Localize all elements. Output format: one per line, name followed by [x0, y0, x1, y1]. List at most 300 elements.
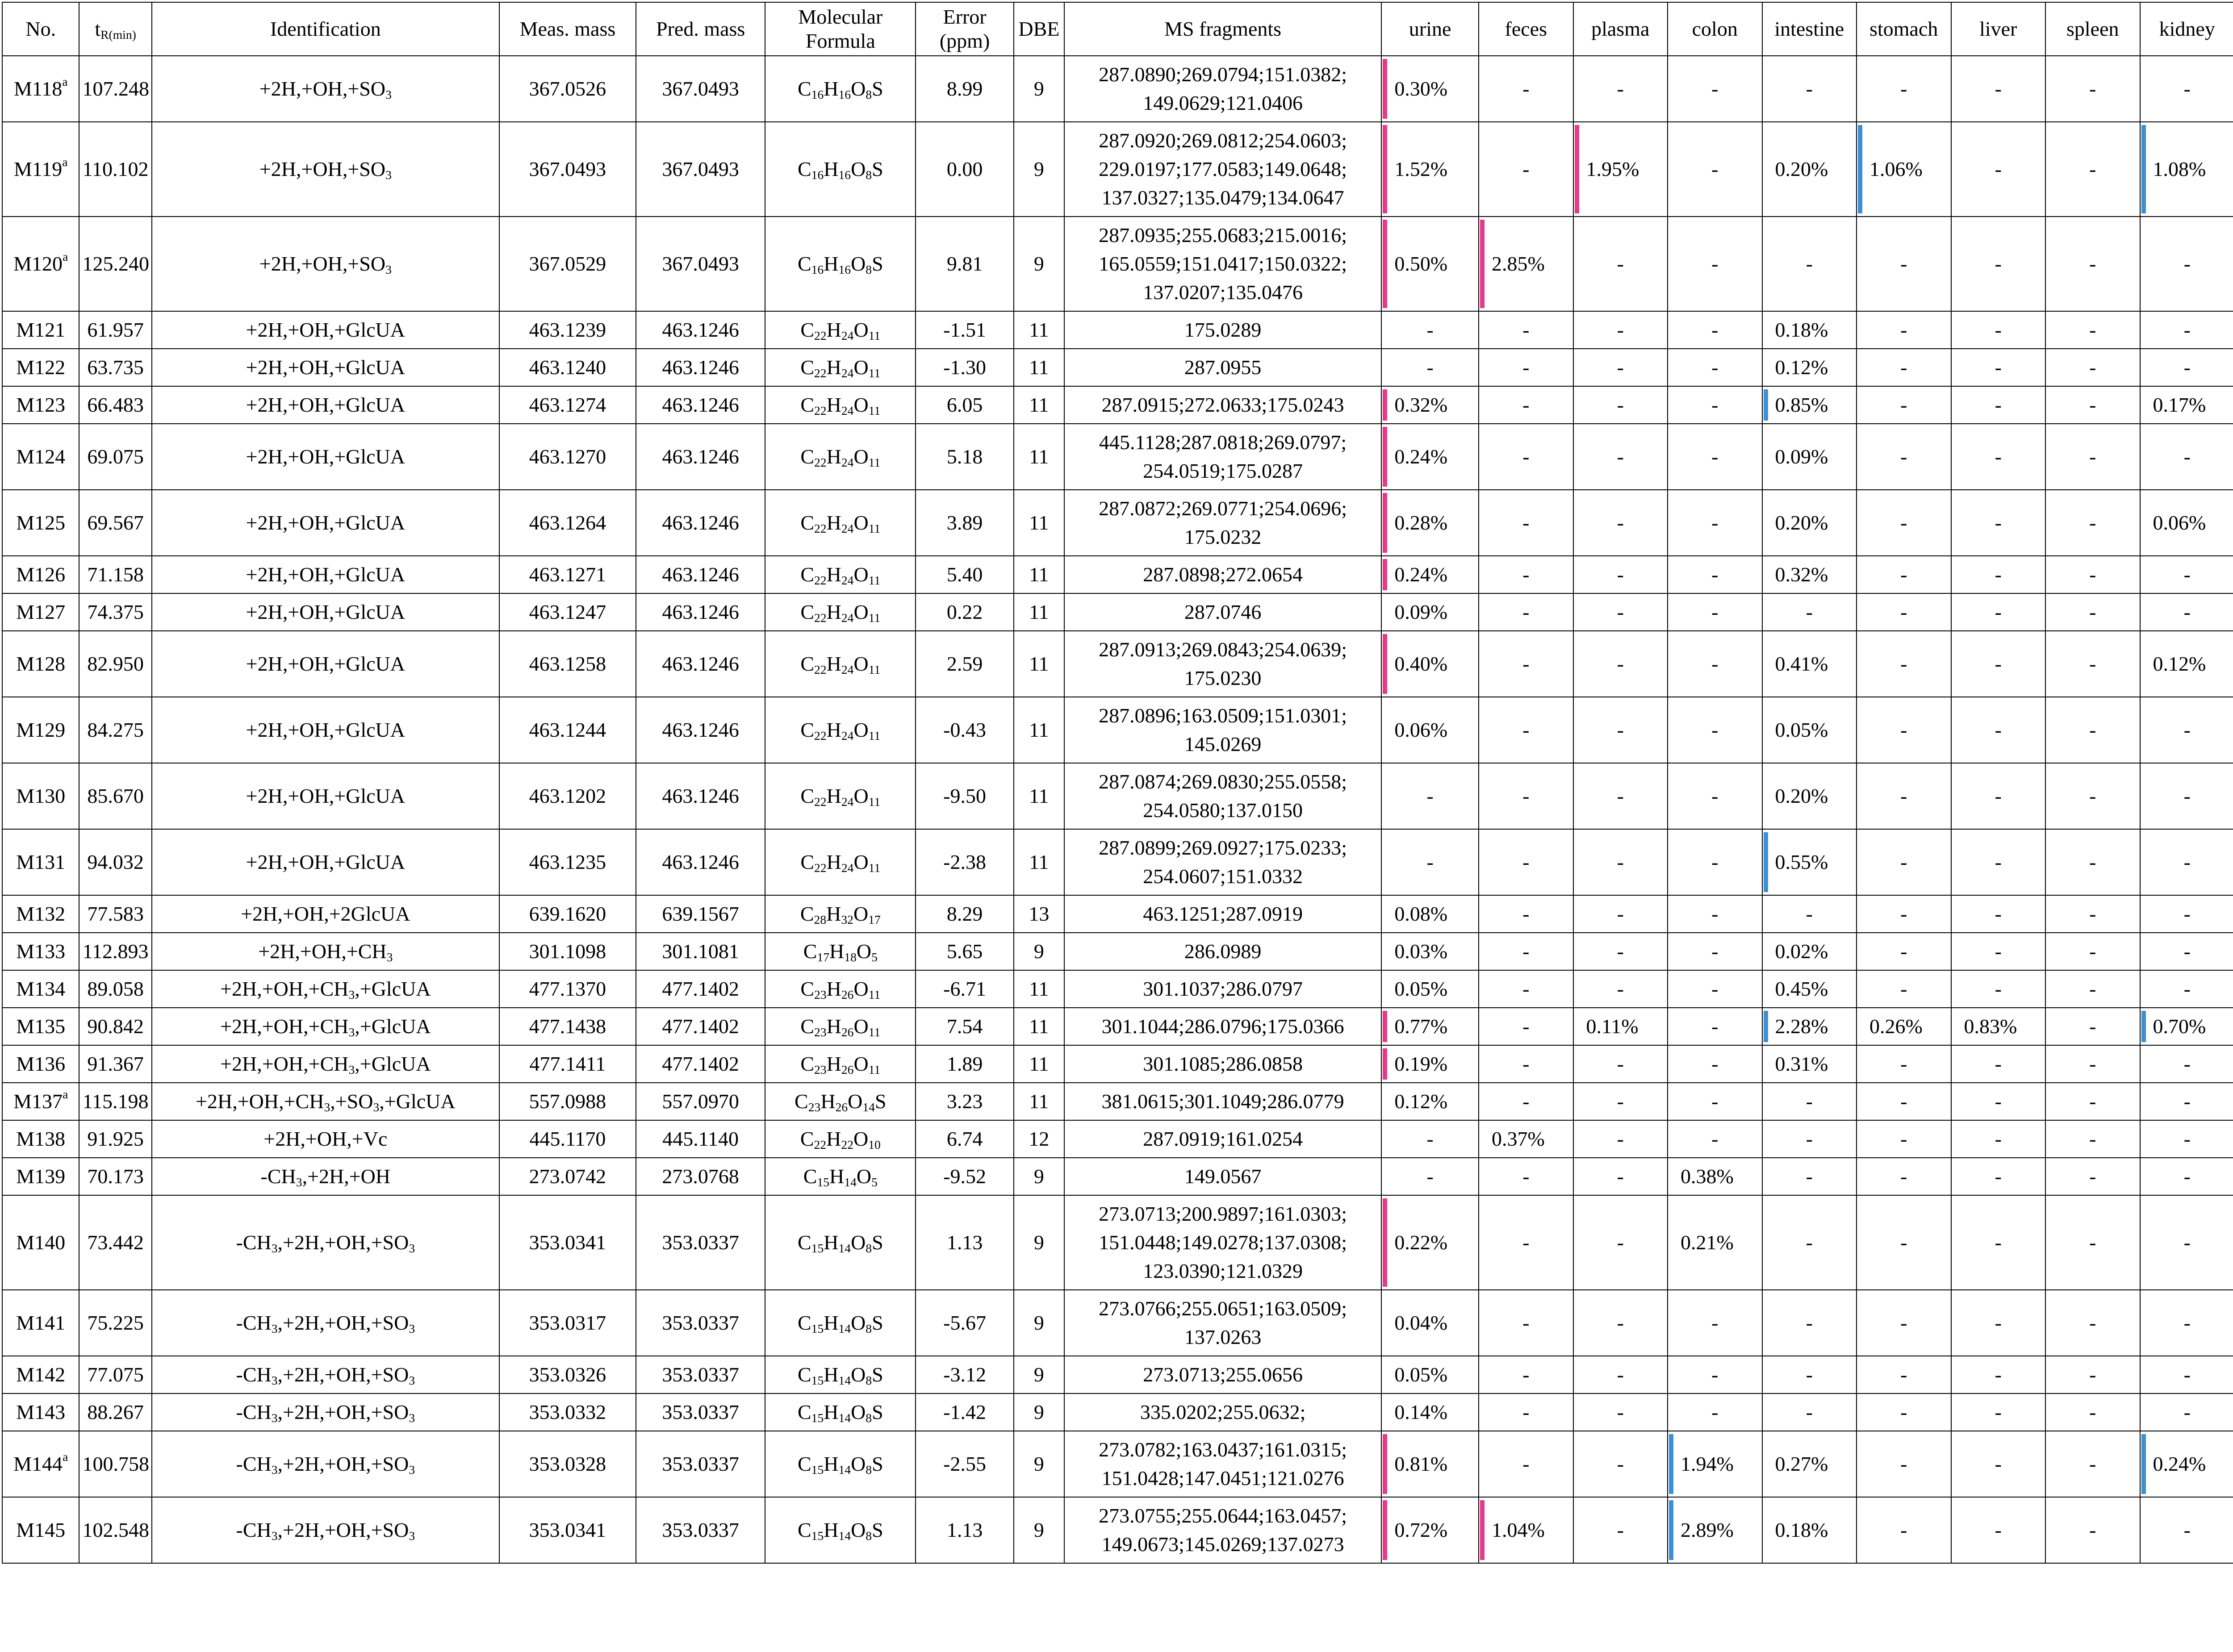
cell-intestine [1762, 933, 1857, 970]
empty-mark: - [1995, 851, 2002, 873]
cell-pred-mass: 367.0493 [636, 122, 765, 217]
empty-mark: - [2089, 1015, 2096, 1038]
abundance-value: 0.81% [1394, 1452, 1448, 1475]
header-meas: Meas. mass [499, 2, 636, 56]
header-spleen: spleen [2045, 2, 2140, 56]
empty-mark: - [1711, 158, 1719, 180]
cell-formula: $C_{15}H_{14}O_8S$ [765, 1290, 916, 1356]
empty-mark: - [1900, 1363, 1907, 1386]
cell-ms-fragments [1064, 1393, 1381, 1431]
abundance-value: 0.83% [1964, 1015, 2017, 1038]
table-row [2, 424, 2233, 490]
cell-liver [1951, 697, 2046, 763]
cell-meas-mass: 639.1620 [499, 895, 636, 933]
cell-ms-fragments [1064, 1290, 1381, 1356]
empty-mark: - [2183, 1127, 2191, 1150]
abundance-value: 1.04% [1492, 1519, 1545, 1541]
cell-formula: $C_{22}H_{24}O_{11}$ [765, 311, 916, 349]
empty-mark: - [1900, 1401, 1907, 1423]
cell-intestine [1762, 1158, 1857, 1195]
cell-formula: $C_{15}H_{14}O_8S$ [765, 1356, 916, 1393]
abundance-value: 0.05% [1775, 718, 1828, 741]
cell-kidney [2140, 217, 2233, 311]
abundance-value: 1.06% [1869, 158, 1923, 180]
header-ident: Identification [152, 2, 499, 56]
cell-identification: +2H,+OH,+GlcUA [152, 763, 499, 829]
empty-mark: - [1900, 318, 1907, 341]
empty-mark: - [1900, 1127, 1907, 1150]
empty-mark: - [1995, 1231, 2002, 1254]
empty-mark: - [2183, 718, 2191, 741]
abundance-value: 0.06% [2153, 511, 2206, 534]
cell-tr: 90.842 [79, 1008, 151, 1045]
cell-meas-mass: 463.1202 [499, 763, 636, 829]
cell-colon [1668, 895, 1762, 933]
empty-mark: - [1617, 1311, 1624, 1334]
cell-error: 0.22 [916, 593, 1014, 631]
cell-pred-mass: 353.0337 [636, 1431, 765, 1497]
cell-meas-mass: 353.0341 [499, 1497, 636, 1563]
empty-mark: - [2183, 445, 2191, 468]
table-row [2, 311, 2233, 349]
cell-kidney [2140, 593, 2233, 631]
header-frag: MS fragments [1064, 2, 1381, 56]
fragment-line: 165.0559;151.0417;150.0322; [1099, 252, 1347, 275]
fragment-line: 287.0919;161.0254 [1143, 1127, 1303, 1150]
empty-mark: - [1522, 563, 1530, 586]
empty-mark: - [1711, 393, 1719, 416]
cell-formula: $C_{22}H_{24}O_{11}$ [765, 631, 916, 697]
header-plasma: plasma [1573, 2, 1668, 56]
cell-plasma [1573, 122, 1668, 217]
abundance-value: 0.18% [1775, 318, 1828, 341]
empty-mark: - [1426, 1165, 1434, 1188]
cell-pred-mass: 367.0493 [636, 56, 765, 122]
cell-liver [1951, 1393, 2046, 1431]
table-row [2, 349, 2233, 386]
abundance-value: 0.22% [1394, 1231, 1448, 1254]
empty-mark: - [1522, 601, 1530, 623]
empty-mark: - [1900, 601, 1907, 623]
cell-error: 3.89 [916, 490, 1014, 556]
abundance-bar [2141, 1434, 2146, 1494]
empty-mark: - [1900, 718, 1907, 741]
empty-mark: - [1711, 356, 1719, 379]
cell-intestine [1762, 1083, 1857, 1120]
table-header [2, 2, 2233, 56]
cell-identification: $-CH_3,+2H,+OH,+SO_3$ [152, 1356, 499, 1393]
empty-mark: - [1617, 784, 1624, 807]
cell-error: 7.54 [916, 1008, 1014, 1045]
cell-liver [1951, 1120, 2046, 1158]
cell-stomach [1857, 1356, 1951, 1393]
fragment-line: 254.0580;137.0150 [1143, 799, 1303, 822]
cell-urine [1381, 970, 1479, 1008]
cell-identification: +2H,+OH,+2GlcUA [152, 895, 499, 933]
fragment-line: 229.0197;177.0583;149.0648; [1099, 158, 1347, 180]
cell-identification: +2H,+OH,+GlcUA [152, 556, 499, 593]
abundance-value: 0.30% [1394, 77, 1448, 100]
cell-spleen [2045, 1195, 2140, 1290]
empty-mark: - [1995, 601, 2002, 623]
empty-mark: - [1995, 718, 2002, 741]
cell-meas-mass: 273.0742 [499, 1158, 636, 1195]
abundance-value: 0.12% [1394, 1090, 1448, 1113]
cell-intestine [1762, 1356, 1857, 1393]
abundance-bar [1764, 389, 1768, 421]
cell-error: 8.99 [916, 56, 1014, 122]
table-row [2, 1356, 2233, 1393]
cell-intestine [1762, 1431, 1857, 1497]
empty-mark: - [1995, 1519, 2002, 1541]
cell-meas-mass: 463.1274 [499, 386, 636, 424]
table-row [2, 1431, 2233, 1497]
cell-intestine [1762, 1290, 1857, 1356]
empty-mark: - [2089, 1127, 2096, 1150]
empty-mark: - [2089, 356, 2096, 379]
cell-colon [1668, 349, 1762, 386]
cell-plasma [1573, 556, 1668, 593]
table-row [2, 697, 2233, 763]
fragment-line: 445.1128;287.0818;269.0797; [1099, 431, 1347, 454]
cell-intestine [1762, 311, 1857, 349]
cell-no: M124 [2, 424, 79, 490]
header-formula: Molecular Formula [765, 2, 916, 56]
cell-spleen [2045, 1045, 2140, 1083]
cell-urine [1381, 1431, 1479, 1497]
cell-liver [1951, 1290, 2046, 1356]
empty-mark: - [2183, 940, 2191, 963]
abundance-bar [1480, 1500, 1484, 1560]
empty-mark: - [1617, 1052, 1624, 1075]
cell-kidney [2140, 895, 2233, 933]
table-row [2, 631, 2233, 697]
empty-mark: - [1522, 393, 1530, 416]
cell-kidney [2140, 349, 2233, 386]
empty-mark: - [1900, 1519, 1907, 1541]
cell-pred-mass: 557.0970 [636, 1083, 765, 1120]
cell-stomach [1857, 1290, 1951, 1356]
cell-formula: $C_{22}H_{24}O_{11}$ [765, 697, 916, 763]
abundance-value: 0.38% [1681, 1165, 1734, 1188]
cell-tr: 102.548 [79, 1497, 151, 1563]
cell-formula: $C_{22}H_{24}O_{11}$ [765, 349, 916, 386]
cell-plasma [1573, 763, 1668, 829]
empty-mark: - [1711, 563, 1719, 586]
cell-urine [1381, 349, 1479, 386]
empty-mark: - [1522, 356, 1530, 379]
empty-mark: - [1900, 77, 1907, 100]
table-row [2, 895, 2233, 933]
cell-urine [1381, 1290, 1479, 1356]
empty-mark: - [1995, 393, 2002, 416]
cell-identification: +2H,+OH,+GlcUA [152, 490, 499, 556]
cell-pred-mass: 445.1140 [636, 1120, 765, 1158]
empty-mark: - [1711, 784, 1719, 807]
cell-no: M137$^a$ [2, 1083, 79, 1120]
cell-dbe: 9 [1014, 1431, 1064, 1497]
cell-spleen [2045, 1290, 2140, 1356]
cell-formula: $C_{23}H_{26}O_{11}$ [765, 970, 916, 1008]
cell-colon [1668, 1008, 1762, 1045]
cell-error: -1.51 [916, 311, 1014, 349]
abundance-value: 0.55% [1775, 851, 1828, 873]
cell-dbe: 9 [1014, 1195, 1064, 1290]
fragment-line: 137.0263 [1184, 1326, 1262, 1348]
table-row [2, 490, 2233, 556]
cell-spleen [2045, 386, 2140, 424]
cell-identification: $+2H,+OH,+SO_3$ [152, 122, 499, 217]
abundance-bar [1764, 1011, 1768, 1042]
cell-tr: 112.893 [79, 933, 151, 970]
cell-colon [1668, 424, 1762, 490]
fragment-line: 273.0766;255.0651;163.0509; [1099, 1297, 1347, 1320]
cell-stomach [1857, 1008, 1951, 1045]
cell-pred-mass: 463.1246 [636, 349, 765, 386]
cell-kidney [2140, 1045, 2233, 1083]
header-dbe: DBE [1014, 2, 1064, 56]
empty-mark: - [2089, 1311, 2096, 1334]
empty-mark: - [1900, 1090, 1907, 1113]
cell-no: M130 [2, 763, 79, 829]
cell-identification: +2H,+OH,+GlcUA [152, 829, 499, 895]
cell-kidney [2140, 122, 2233, 217]
fragment-line: 287.0874;269.0830;255.0558; [1099, 770, 1347, 793]
cell-colon [1668, 1497, 1762, 1563]
cell-meas-mass: 445.1170 [499, 1120, 636, 1158]
abundance-value: 0.77% [1394, 1015, 1448, 1038]
empty-mark: - [2089, 318, 2096, 341]
cell-ms-fragments [1064, 1083, 1381, 1120]
cell-feces [1479, 122, 1573, 217]
cell-colon [1668, 1120, 1762, 1158]
table-row [2, 1083, 2233, 1120]
cell-urine [1381, 593, 1479, 631]
cell-tr: 91.925 [79, 1120, 151, 1158]
cell-intestine [1762, 349, 1857, 386]
cell-plasma [1573, 970, 1668, 1008]
cell-no: M139 [2, 1158, 79, 1195]
empty-mark: - [2183, 1363, 2191, 1386]
empty-mark: - [1900, 356, 1907, 379]
cell-intestine [1762, 631, 1857, 697]
abundance-value: 0.20% [1775, 784, 1828, 807]
cell-ms-fragments [1064, 895, 1381, 933]
table-row [2, 386, 2233, 424]
cell-tr: 77.583 [79, 895, 151, 933]
cell-stomach [1857, 1083, 1951, 1120]
empty-mark: - [1711, 851, 1719, 873]
cell-colon [1668, 1356, 1762, 1393]
cell-colon [1668, 56, 1762, 122]
cell-dbe: 11 [1014, 829, 1064, 895]
cell-meas-mass: 477.1438 [499, 1008, 636, 1045]
table-row [2, 829, 2233, 895]
empty-mark: - [1617, 1363, 1624, 1386]
cell-urine [1381, 424, 1479, 490]
cell-no: M126 [2, 556, 79, 593]
empty-mark: - [1522, 1052, 1530, 1075]
cell-meas-mass: 463.1244 [499, 697, 636, 763]
abundance-value: 0.12% [1775, 356, 1828, 379]
cell-pred-mass: 477.1402 [636, 1008, 765, 1045]
abundance-value: 0.41% [1775, 652, 1828, 675]
cell-colon [1668, 970, 1762, 1008]
empty-mark: - [2089, 1052, 2096, 1075]
cell-ms-fragments [1064, 556, 1381, 593]
cell-identification: +2H,+OH,+GlcUA [152, 631, 499, 697]
cell-dbe: 11 [1014, 556, 1064, 593]
cell-feces [1479, 933, 1573, 970]
cell-kidney [2140, 1158, 2233, 1195]
cell-dbe: 11 [1014, 490, 1064, 556]
cell-intestine [1762, 970, 1857, 1008]
empty-mark: - [1617, 977, 1624, 1000]
cell-no: M127 [2, 593, 79, 631]
cell-urine [1381, 631, 1479, 697]
cell-kidney [2140, 386, 2233, 424]
empty-mark: - [1617, 851, 1624, 873]
cell-tr: 70.173 [79, 1158, 151, 1195]
empty-mark: - [1426, 356, 1434, 379]
cell-formula: $C_{17}H_{18}O_5$ [765, 933, 916, 970]
cell-intestine [1762, 1195, 1857, 1290]
empty-mark: - [1617, 393, 1624, 416]
cell-stomach [1857, 1195, 1951, 1290]
empty-mark: - [1711, 902, 1719, 925]
cell-tr: 82.950 [79, 631, 151, 697]
abundance-bar [1383, 427, 1387, 487]
empty-mark: - [2183, 77, 2191, 100]
abundance-bar [1383, 59, 1387, 119]
cell-intestine [1762, 895, 1857, 933]
cell-stomach [1857, 763, 1951, 829]
cell-spleen [2045, 56, 2140, 122]
empty-mark: - [2183, 563, 2191, 586]
empty-mark: - [1806, 252, 1813, 275]
empty-mark: - [1426, 851, 1434, 873]
cell-urine [1381, 1045, 1479, 1083]
cell-tr: 100.758 [79, 1431, 151, 1497]
cell-ms-fragments [1064, 1120, 1381, 1158]
cell-ms-fragments [1064, 1356, 1381, 1393]
cell-meas-mass: 463.1270 [499, 424, 636, 490]
empty-mark: - [1522, 1311, 1530, 1334]
cell-tr: 94.032 [79, 829, 151, 895]
cell-pred-mass: 353.0337 [636, 1356, 765, 1393]
empty-mark: - [1617, 511, 1624, 534]
cell-meas-mass: 353.0341 [499, 1195, 636, 1290]
cell-ms-fragments [1064, 1195, 1381, 1290]
cell-urine [1381, 490, 1479, 556]
cell-feces [1479, 217, 1573, 311]
table-row [2, 122, 2233, 217]
cell-formula: $C_{22}H_{24}O_{11}$ [765, 763, 916, 829]
cell-plasma [1573, 631, 1668, 697]
cell-error: 9.81 [916, 217, 1014, 311]
empty-mark: - [2183, 1519, 2191, 1541]
empty-mark: - [1995, 652, 2002, 675]
cell-kidney [2140, 970, 2233, 1008]
empty-mark: - [1806, 601, 1813, 623]
cell-meas-mass: 463.1235 [499, 829, 636, 895]
cell-formula: $C_{22}H_{24}O_{11}$ [765, 593, 916, 631]
cell-colon [1668, 1158, 1762, 1195]
header-urine: urine [1381, 2, 1479, 56]
cell-liver [1951, 217, 2046, 311]
empty-mark: - [1617, 563, 1624, 586]
empty-mark: - [1522, 851, 1530, 873]
empty-mark: - [2183, 784, 2191, 807]
empty-mark: - [1900, 1052, 1907, 1075]
abundance-bar [1383, 493, 1387, 553]
cell-dbe: 11 [1014, 349, 1064, 386]
empty-mark: - [1617, 652, 1624, 675]
abundance-value: 0.08% [1394, 902, 1448, 925]
cell-dbe: 9 [1014, 1356, 1064, 1393]
cell-stomach [1857, 829, 1951, 895]
cell-kidney [2140, 763, 2233, 829]
cell-feces [1479, 1195, 1573, 1290]
empty-mark: - [1711, 1127, 1719, 1150]
empty-mark: - [1617, 601, 1624, 623]
table-body [2, 56, 2233, 1563]
empty-mark: - [1900, 902, 1907, 925]
cell-stomach [1857, 217, 1951, 311]
empty-mark: - [1995, 1311, 2002, 1334]
cell-intestine [1762, 217, 1857, 311]
header-pred: Pred. mass [636, 2, 765, 56]
cell-stomach [1857, 933, 1951, 970]
cell-tr: 88.267 [79, 1393, 151, 1431]
empty-mark: - [1522, 1452, 1530, 1475]
table-row [2, 1008, 2233, 1045]
empty-mark: - [2089, 652, 2096, 675]
cell-meas-mass: 463.1239 [499, 311, 636, 349]
cell-ms-fragments [1064, 1158, 1381, 1195]
cell-urine [1381, 386, 1479, 424]
empty-mark: - [1617, 1452, 1624, 1475]
cell-dbe: 11 [1014, 1008, 1064, 1045]
cell-feces [1479, 1290, 1573, 1356]
empty-mark: - [2089, 1452, 2096, 1475]
empty-mark: - [1900, 393, 1907, 416]
cell-no: M119$^a$ [2, 122, 79, 217]
fragment-line: 287.0896;163.0509;151.0301; [1099, 704, 1347, 727]
empty-mark: - [2183, 977, 2191, 1000]
cell-plasma [1573, 424, 1668, 490]
cell-colon [1668, 1393, 1762, 1431]
cell-identification: $-CH_3,+2H,+OH,+SO_3$ [152, 1290, 499, 1356]
cell-ms-fragments [1064, 970, 1381, 1008]
empty-mark: - [1995, 356, 2002, 379]
cell-feces [1479, 1158, 1573, 1195]
empty-mark: - [1711, 1090, 1719, 1113]
cell-urine [1381, 217, 1479, 311]
empty-mark: - [1711, 445, 1719, 468]
cell-formula: $C_{22}H_{24}O_{11}$ [765, 556, 916, 593]
empty-mark: - [1711, 1015, 1719, 1038]
cell-stomach [1857, 1497, 1951, 1563]
empty-mark: - [2089, 601, 2096, 623]
abundance-bar [2141, 1011, 2146, 1042]
table-row [2, 217, 2233, 311]
cell-urine [1381, 1497, 1479, 1563]
cell-feces [1479, 1497, 1573, 1563]
empty-mark: - [1522, 652, 1530, 675]
table-row [2, 933, 2233, 970]
cell-kidney [2140, 1008, 2233, 1045]
